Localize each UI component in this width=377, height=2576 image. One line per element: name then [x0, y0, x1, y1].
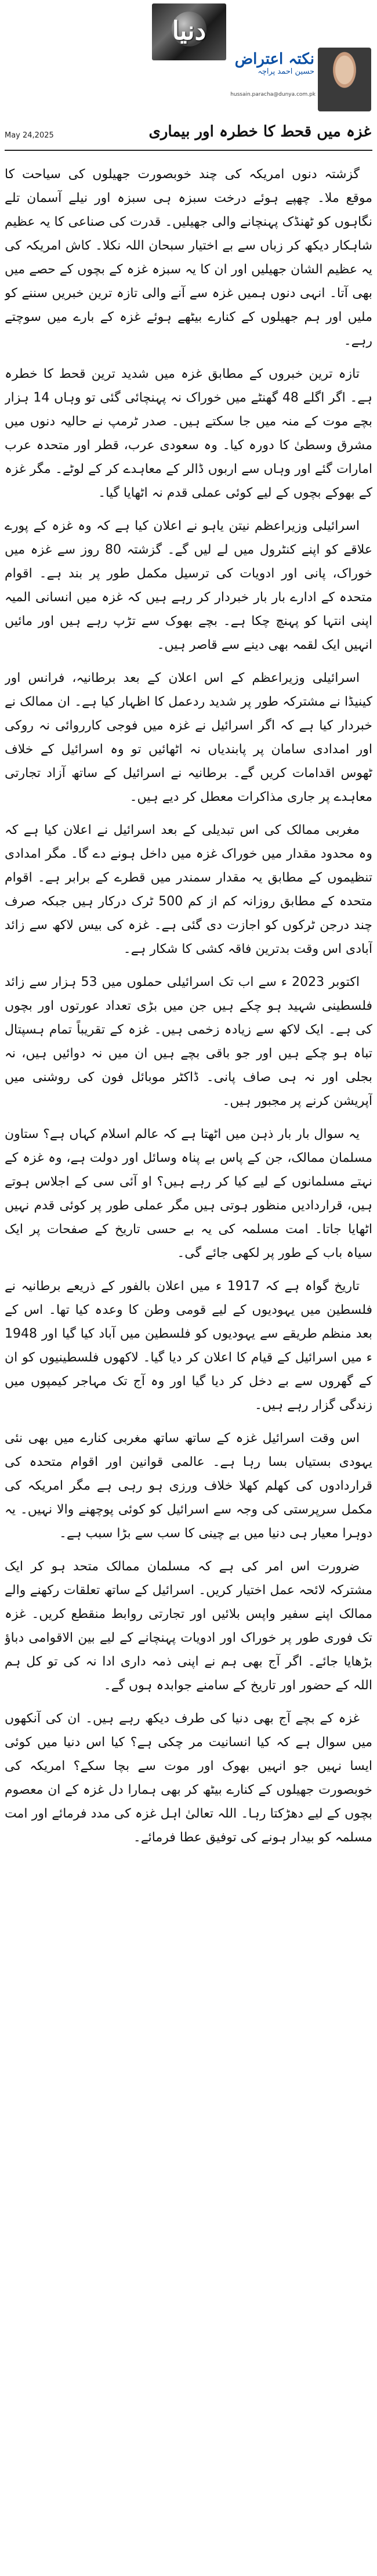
article-paragraph: تازہ ترین خبروں کے مطابق غزہ میں شدید ترین قحط کا خطرہ ہے۔ اگر اگلے 48 گھنٹے میں خوراک نہ پہنچائی گئی تو وہاں 14 ہزار بچے موت کے منہ میں جا سکتے ہیں۔ صدر ٹرمپ نے حالیہ دنوں میں مشرق وسطیٰ کا دورہ کیا۔ وہ سعودی عرب، قطر اور متحدہ عرب امارات گئے اور وہاں سے اربوں ڈالر کے معاہدے کر کے لوٹے۔ مگر غزہ کے بھوکے بچوں کے لیے کوئی عملی قدم نہ اٹھایا گیا۔: [5, 367, 372, 500]
article-paragraph: یہ سوال بار بار ذہن میں اٹھتا ہے کہ عالم اسلام کہاں ہے؟ ستاون مسلمان ممالک، جن کے پاس بے پناہ وسائل اور دولت ہے، وہ غزہ کے نہتے مسلمانوں کے لیے کیا کر رہے ہیں؟ او آئی سی کے اجلاس ہوتے ہیں، قراردادیں منظور ہوتی ہیں مگر عملی طور پر کوئی قدم نہیں اٹھایا جاتا۔ امت مسلمہ کی یہ بے حسی تاریخ کے صفحات پر ایک سیاہ باب کے طور پر لکھی جائے گی۔: [5, 1127, 372, 1260]
article-paragraph: غزہ کے بچے آج بھی دنیا کی طرف دیکھ رہے ہیں۔ ان کی آنکھوں میں سوال ہے کہ کیا انسانیت مر چکی ہے؟ کیا اس دنیا میں کوئی ایسا نہیں جو انہیں بھوک اور موت سے بچا سکے؟ امریکہ کی خوبصورت جھیلوں کے کنارے بیٹھ کر بھی ہمارا دل غزہ کے ان معصوم بچوں کے لیے دھڑکتا رہا۔ اللہ تعالیٰ اہل غزہ کی مدد فرمائے اور امت مسلمہ کو بیدار ہونے کی توفیق عطا فرمائے۔: [5, 1711, 372, 1845]
article-paragraph: اسرائیلی وزیراعظم کے اس اعلان کے بعد برطانیہ، فرانس اور کینیڈا نے مشترکہ طور پر شدید ردعمل کا اظہار کیا ہے۔ ان ممالک نے خبردار کیا ہے کہ اگر اسرائیل نے غزہ میں فوجی کارروائی نہ روکی اور امدادی سامان پر پابندیاں نہ اٹھائیں تو وہ اسرائیل کے خلاف ٹھوس اقدامات کریں گے۔ برطانیہ نے اسرائیل کے ساتھ آزاد تجارتی معاہدے پر جاری مذاکرات معطل کر دیے ہیں۔: [5, 671, 372, 804]
publish-date: May 24,2025: [5, 131, 54, 140]
article-paragraph: ضرورت اس امر کی ہے کہ مسلمان ممالک متحد ہو کر ایک مشترکہ لائحہ عمل اختیار کریں۔ اسرائیل کے ساتھ تعلقات رکھنے والے ممالک اپنے سفیر واپس بلائیں اور تجارتی روابط منقطع کریں۔ غزہ تک فوری طور پر خوراک اور ادویات پہنچانے کے لیے بین الاقوامی دباؤ بڑھایا جائے۔ اگر آج بھی ہم نے اپنی ذمہ داری ادا نہ کی تو کل ہم اللہ کے حضور اور تاریخ کے سامنے جوابدہ ہوں گے۔: [5, 1559, 372, 1693]
article-paragraph: اکتوبر 2023 ء سے اب تک اسرائیلی حملوں میں 53 ہزار سے زائد فلسطینی شہید ہو چکے ہیں جن میں بڑی تعداد عورتوں اور بچوں کی ہے۔ ایک لاکھ سے زیادہ زخمی ہیں۔ غزہ کے تقریباً تمام ہسپتال تباہ ہو چکے ہیں اور جو باقی بچے ہیں ان میں نہ دوائیں ہیں، نہ بجلی اور نہ ہی صاف پانی۔ ڈاکٹر موبائل فون کی روشنی میں آپریشن کرنے پر مجبور ہیں۔: [5, 975, 372, 1108]
article-body: [5, 162, 372, 2565]
article-paragraph: اسرائیلی وزیراعظم نیتن یاہو نے اعلان کیا ہے کہ وہ غزہ کے پورے علاقے کو اپنے کنٹرول میں لے لیں گے۔ گزشتہ 80 روز سے غزہ میں خوراک، پانی اور ادویات کی ترسیل مکمل طور پر بند ہے۔ اقوام متحدہ کے ادارے بار بار خبردار کر رہے ہیں کہ غزہ میں انسانی المیہ اپنی انتہا کو پہنچ چکا ہے۔ بچے بھوک سے تڑپ رہے ہیں اور مائیں انہیں ایک لقمہ بھی دینے سے قاصر ہیں۔: [5, 519, 372, 652]
article-headline: غزہ میں قحط کا خطرہ اور بیماری: [148, 123, 371, 140]
article-paragraph: تاریخ گواہ ہے کہ 1917 ء میں اعلان بالفور کے ذریعے برطانیہ نے فلسطین میں یہودیوں کے لیے قومی وطن کا وعدہ کیا تھا۔ اس کے بعد منظم طریقے سے یہودیوں کو فلسطین میں آباد کیا گیا اور 1948 ء میں اسرائیل کے قیام کا اعلان کر دیا گیا۔ لاکھوں فلسطینیوں کو ان کے گھروں سے بے دخل کر دیا گیا اور وہ آج تک مہاجر کیمپوں میں زندگی گزار رہے ہیں۔: [5, 1279, 372, 1412]
column-name: نکتہ اعتراض: [234, 50, 314, 68]
masthead: [0, 0, 377, 174]
article-paragraph: گزشتہ دنوں امریکہ کی چند خوبصورت جھیلوں کی سیاحت کا موقع ملا۔ چھپے ہوئے درخت سبزہ ہی سبزہ اور نیلے آسمان تلے نگاہوں کو ٹھنڈک پہنچانے والی جھیلیں۔ قدرت کی صناعی کا یہ عظیم شاہکار دیکھ کر زباں سے بے اختیار سبحان اللہ نکلا۔ کاش امریکہ کی یہ عظیم الشان جھیلیں اور ان کا یہ سبزہ غزہ کے بچوں کے حصے میں بھی آتا۔ انہی دنوں ہمیں غزہ سے آنے والی تازہ ترین خبریں سننے کو ملیں اور ہم جھیلوں کے کنارے بیٹھے ہوئے غزہ کے بارے میں سوچتے رہے۔: [5, 167, 372, 348]
author-email[interactable]: hussain.paracha@dunya.com.pk: [230, 92, 316, 97]
header-divider: [5, 150, 372, 151]
article-paragraph: مغربی ممالک کی اس تبدیلی کے بعد اسرائیل نے اعلان کیا ہے کہ وہ محدود مقدار میں خوراک غزہ میں داخل ہونے دے گا۔ مگر امدادی تنظیموں کے مطابق یہ مقدار سمندر میں قطرے کے برابر ہے۔ اقوام متحدہ کے مطابق روزانہ کم از کم 500 ٹرک درکار ہیں جبکہ صرف چند درجن ٹرکوں کو اجازت دی گئی ہے۔ غزہ کی بیس لاکھ سے زائد آبادی اس وقت بدترین فاقہ کشی کا شکار ہے۔: [5, 823, 372, 956]
newspaper-logo: [152, 3, 226, 60]
column-subtitle: حسین احمد پراچہ: [258, 67, 314, 76]
article-paragraph: اس وقت اسرائیل غزہ کے ساتھ ساتھ مغربی کنارے میں بھی نئی یہودی بستیاں بسا رہا ہے۔ عالمی قوانین اور اقوام متحدہ کی قراردادوں کی کھلم کھلا خلاف ورزی ہو رہی ہے مگر امریکہ کی مکمل سرپرستی کی وجہ سے اسرائیل کو کوئی پوچھنے والا نہیں۔ یہ دوہرا معیار ہی دنیا میں بے چینی کا سب سے بڑا سبب ہے۔: [5, 1431, 372, 1541]
logo-text: دنیا: [172, 16, 206, 46]
author-photo: [318, 48, 371, 111]
column-logo: [227, 51, 314, 77]
